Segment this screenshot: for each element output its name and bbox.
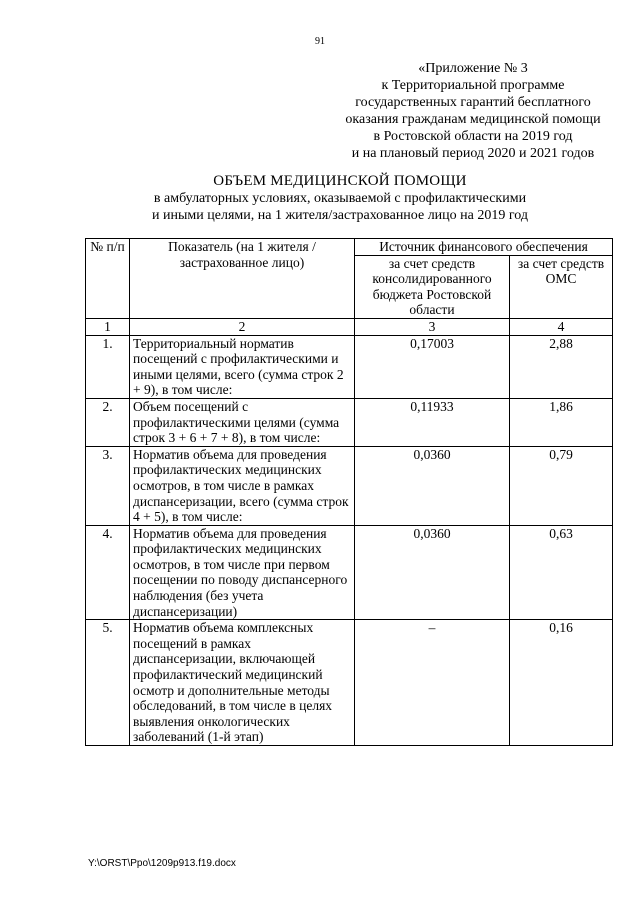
row-num: 4. [86, 525, 130, 620]
row-oms-value: 0,79 [510, 446, 613, 525]
table-row [86, 525, 613, 620]
appendix-line: к Территориальной программе [381, 78, 565, 93]
header-oms: за счет средств ОМС [510, 255, 613, 318]
row-num: 1. [86, 335, 130, 398]
row-budget-value: 0,17003 [355, 335, 510, 398]
column-number: 4 [510, 318, 613, 335]
column-number: 3 [355, 318, 510, 335]
table-row [86, 620, 613, 746]
row-indicator: Норматив объема для проведения профилактических медицинских осмотров, в том числе в рамках диспансеризации, всего (сумма строк 4 + 5), в том числе: [130, 446, 355, 525]
header-num: № п/п [86, 239, 130, 319]
document-title [60, 173, 620, 224]
column-number: 1 [86, 318, 130, 335]
row-indicator: Норматив объема для проведения профилактических медицинских осмотров, в том числе при первом посещении по поводу диспансерного наблюдения (без учета диспансеризации) [130, 525, 355, 620]
header-indicator: Показатель (на 1 жителя / застрахованное лицо) [130, 239, 355, 319]
table-row [86, 335, 613, 398]
appendix-line: государственных гарантий бесплатного [355, 95, 591, 110]
row-budget-value: – [355, 620, 510, 746]
row-budget-value: 0,11933 [355, 398, 510, 446]
title-main: ОБЪЕМ МЕДИЦИНСКОЙ ПОМОЩИ [213, 173, 467, 189]
table-row [86, 446, 613, 525]
page-number: 91 [315, 36, 325, 47]
row-oms-value: 0,63 [510, 525, 613, 620]
appendix-header [328, 60, 618, 162]
header-source: Источник финансового обеспечения [355, 239, 613, 256]
row-indicator: Норматив объема комплексных посещений в рамках диспансеризации, включающей профилактический медицинский осмотр и дополнительные методы обследований, в том числе в целях выявления онкологических заболеваний (1-й этап) [130, 620, 355, 746]
title-sub-line: в амбулаторных условиях, оказываемой с профилактическими [153, 191, 527, 206]
row-budget-value: 0,0360 [355, 446, 510, 525]
row-oms-value: 1,86 [510, 398, 613, 446]
header-budget: за счет средств консолидированного бюджета Ростовской области [355, 255, 510, 318]
appendix-line: оказания гражданам медицинской помощи [345, 112, 601, 127]
file-path-footer: Y:\ORST\Ppo\1209p913.f19.docx [88, 858, 236, 869]
row-budget-value: 0,0360 [355, 525, 510, 620]
appendix-line: «Приложение № 3 [418, 61, 528, 76]
row-oms-value: 2,88 [510, 335, 613, 398]
row-num: 2. [86, 398, 130, 446]
column-number: 2 [130, 318, 355, 335]
volume-table [85, 238, 613, 746]
appendix-line: в Ростовской области на 2019 год [373, 129, 573, 144]
row-oms-value: 0,16 [510, 620, 613, 746]
appendix-line: и на плановый период 2020 и 2021 годов [351, 146, 595, 161]
row-indicator: Объем посещений с профилактическими целями (сумма строк 3 + 6 + 7 + 8), в том числе: [130, 398, 355, 446]
title-sub-line: и иными целями, на 1 жителя/застрахованное лицо на 2019 год [152, 208, 528, 223]
table-row [86, 398, 613, 446]
row-indicator: Территориальный норматив посещений с профилактическими и иными целями, всего (сумма строк 2 + 9), в том числе: [130, 335, 355, 398]
row-num: 3. [86, 446, 130, 525]
row-num: 5. [86, 620, 130, 746]
